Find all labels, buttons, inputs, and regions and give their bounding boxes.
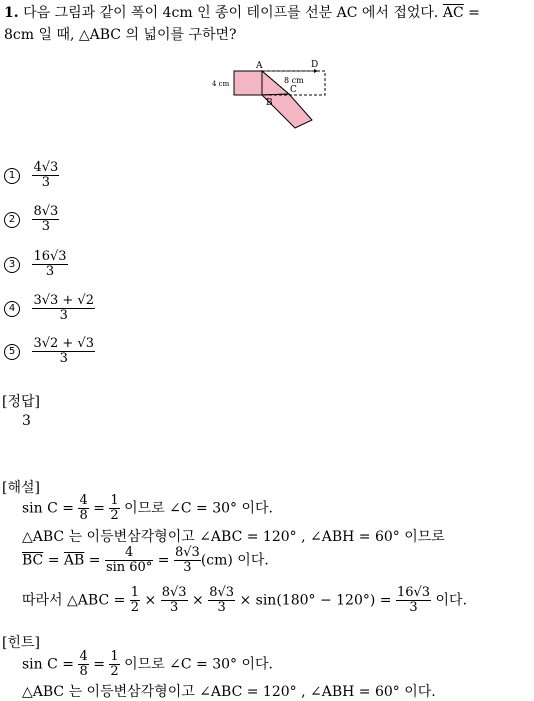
- option-4-fraction: $\frac{3√3 + √2}{3}$: [33, 293, 94, 323]
- option-2-fraction: $\frac{8√3}{3}$: [33, 204, 59, 234]
- option-5-mark: 5: [4, 344, 20, 360]
- explanation-line-2: △ABC 는 이등변삼각형이고 ∠ABC = 120° , ∠ABH = 60° 이므로: [22, 529, 445, 545]
- segment-ac: $\overline{AC}$: [442, 5, 464, 21]
- question-line-1: [4, 2, 480, 22]
- option-3[interactable]: [4, 250, 68, 279]
- label-8cm: 8 cm: [284, 76, 304, 85]
- question-line-2: 8cm 일 때, △ABC 의 넓이를 구하면?: [4, 27, 237, 43]
- option-2-mark: 2: [4, 212, 20, 228]
- option-1-fraction: $\frac{4√3}{3}$: [33, 160, 59, 190]
- label-d: D: [311, 60, 319, 70]
- explanation-label: [해설]: [2, 480, 40, 496]
- explanation-line-1: sin C = $\frac{4}{8}$ = $\frac{1}{2}$ 이므로 ∠C = 30° 이다.: [22, 493, 273, 523]
- option-5-fraction: $\frac{3√2 + √3}{3}$: [33, 336, 94, 366]
- option-3-mark: 3: [4, 257, 20, 273]
- option-1[interactable]: [4, 161, 59, 190]
- option-3-fraction: $\frac{16√3}{3}$: [33, 249, 67, 279]
- question-text-1: 다음 그림과 같이 폭이 4cm 인 종이 테이프를 선분 AC 에서 접었다.: [23, 5, 439, 21]
- hint-line-1: sin C = $\frac{4}{8}$ = $\frac{1}{2}$ 이므로 ∠C = 30° 이다.: [22, 649, 273, 679]
- label-a: A: [256, 61, 263, 71]
- hint-label: [힌트]: [2, 635, 40, 651]
- tape-fold-figure: [200, 58, 330, 130]
- hint-line-2: △ABC 는 이등변삼각형이고 ∠ABC = 120° , ∠ABH = 60° 이다.: [22, 684, 436, 700]
- answer-label: [정답]: [2, 394, 40, 410]
- option-4[interactable]: [4, 294, 95, 323]
- explanation-line-3: $\overline{BC} = \overline{AB}$ = $\frac{4}{\sin 60^\circ}$ = $\frac{8√3}{3}$ (cm) 이다.: [22, 545, 269, 575]
- equals-sign: =: [468, 5, 480, 21]
- label-b: B: [266, 98, 273, 108]
- question-number: 1.: [4, 5, 19, 21]
- tape-left-rect: [234, 71, 262, 95]
- answer-value: 3: [22, 413, 31, 429]
- label-4cm: 4 cm: [212, 80, 230, 88]
- option-1-mark: 1: [4, 168, 20, 184]
- label-c: C: [290, 85, 297, 95]
- option-4-mark: 4: [4, 301, 20, 317]
- option-2[interactable]: [4, 205, 59, 234]
- explanation-line-4: 따라서 △ABC = $\frac{1}{2}$ × $\frac{8√3}{3}$ × $\frac{8√3}{3}$ × sin(180° − 120°) = $\frac{16√3}{3}$ 이다.: [22, 585, 468, 615]
- option-5[interactable]: [4, 337, 95, 366]
